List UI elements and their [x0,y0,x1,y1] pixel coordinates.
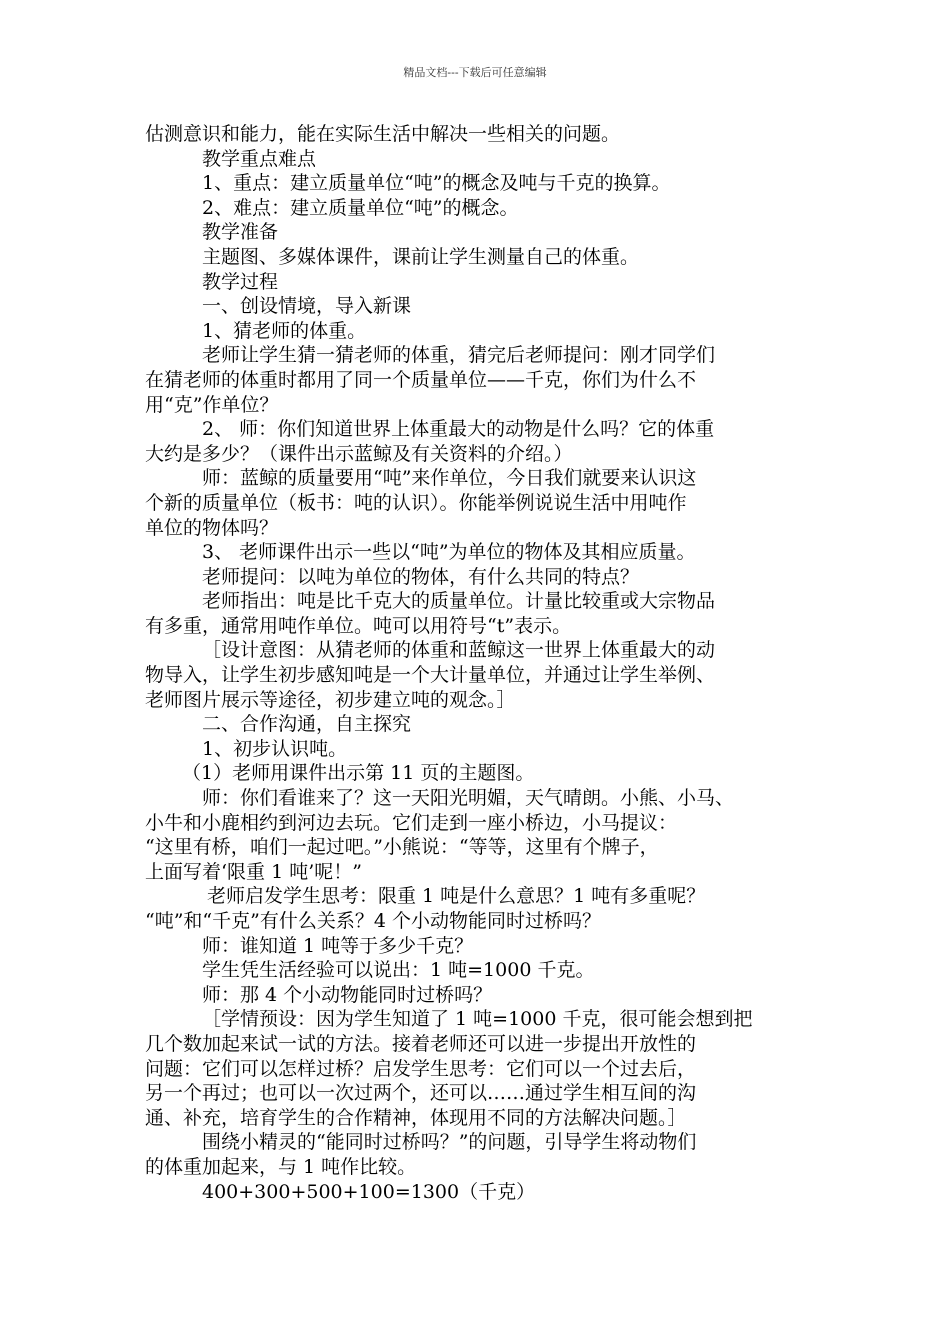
text-line: 老师提问：以吨为单位的物体，有什么共同的特点？ [202,565,640,588]
text-line: 估测意识和能力，能在实际生活中解决一些相关的问题。 [145,123,621,145]
text-line: 主题图、多媒体课件，课前让学生测量自己的体重。 [202,245,640,268]
text-line: 1、重点：建立质量单位“吨”的概念及吨与千克的换算。 [202,172,671,195]
text-line: 一、创设情境，导入新课 [202,295,412,318]
text-line: 围绕小精灵的“能同时过桥吗？”的问题，引导学生将动物们 [202,1131,697,1154]
text-line: “吨”和“千克”有什么关系？4 个小动物能同时过桥吗？ [145,910,601,932]
text-line: 老师图片展示等途径，初步建立吨的观念。］ [145,688,516,711]
text-line: 2、难点：建立质量单位“吨”的概念。 [202,196,519,219]
text-line: 有多重，通常用吨作单位。吨可以用符号“t”表示。 [145,614,572,637]
text-line: （1）老师用课件出示第 11 页的主题图。 [182,762,535,785]
text-line: 3、 老师课件出示一些以“吨”为单位的物体及其相应质量。 [202,541,696,564]
text-line: 2、 师：你们知道世界上体重最大的动物是什么吗？它的体重 [202,418,715,441]
text-line: 师：你们看谁来了？这一天阳光明媚，天气晴朗。小熊、小马、 [202,787,735,810]
text-line: 单位的物体吗？ [145,516,279,539]
text-line: 二、合作沟通，自主探究 [202,713,412,736]
document-body [145,122,815,1204]
text-line: ［设计意图：从猜老师的体重和蓝鲸这一世界上体重最大的动 [202,639,716,662]
text-line: 老师让学生猜一猜老师的体重，猜完后老师提问：刚才同学们 [202,344,716,367]
text-line: 老师指出：吨是比千克大的质量单位。计量比较重或大宗物品 [202,590,716,613]
text-line: 个新的质量单位（板书：吨的认识）。你能举例说说生活中用吨作 [145,491,687,514]
text-line: 大约是多少？（课件出示蓝鲸及有关资料的介绍。） [145,442,573,465]
text-line: 的体重加起来，与 1 吨作比较。 [145,1155,417,1178]
text-line: 师：谁知道 1 吨等于多少千克？ [202,934,474,957]
text-line: 学生凭生活经验可以说出：1 吨=1000 千克。 [202,959,595,982]
page-header: 精品文档---下载后可任意编辑 [403,66,547,79]
text-line: 小牛和小鹿相约到河边去玩。它们走到一座小桥边，小马提议： [145,811,678,834]
text-line: 几个数加起来试一试的方法。接着老师还可以进一步提出开放性的 [145,1032,697,1055]
text-line: 师：那 4 个小动物能同时过桥吗？ [202,983,493,1006]
text-line: ［学情预设：因为学生知道了 1 吨=1000 千克，很可能会想到把 [202,1008,753,1031]
text-line: 通、补充，培育学生的合作精神，体现用不同的方法解决问题。］ [145,1106,687,1129]
text-line: 上面写着‘限重 1 吨’呢！” [145,860,362,883]
section-heading: 教学过程 [202,270,279,293]
section-heading: 教学重点难点 [202,147,317,170]
text-line: 1、猜老师的体重。 [202,319,367,342]
text-line: 在猜老师的体重时都用了同一个质量单位——千克，你们为什么不 [145,368,697,391]
text-line: 另一个再过；也可以一次过两个，还可以……通过学生相互间的沟 [145,1082,697,1105]
text-line: 物导入，让学生初步感知吨是一个大计量单位，并通过让学生举例、 [145,664,716,687]
text-line: 1、初步认识吨。 [202,737,348,760]
section-heading: 教学准备 [202,221,279,244]
text-line: 老师启发学生思考：限重 1 吨是什么意思？1 吨有多重呢？ [207,885,706,908]
text-line: 用“克”作单位？ [145,393,279,416]
text-line: 400+300+500+100=1300（千克） [202,1180,536,1203]
text-line: 问题：它们可以怎样过桥？启发学生思考：它们可以一个过去后， [145,1057,697,1080]
text-line: “这里有桥，咱们一起过吧。”小熊说：“等等，这里有个牌子， [145,836,659,859]
text-line: 师：蓝鲸的质量要用“吨”来作单位，今日我们就要来认识这 [202,467,697,490]
